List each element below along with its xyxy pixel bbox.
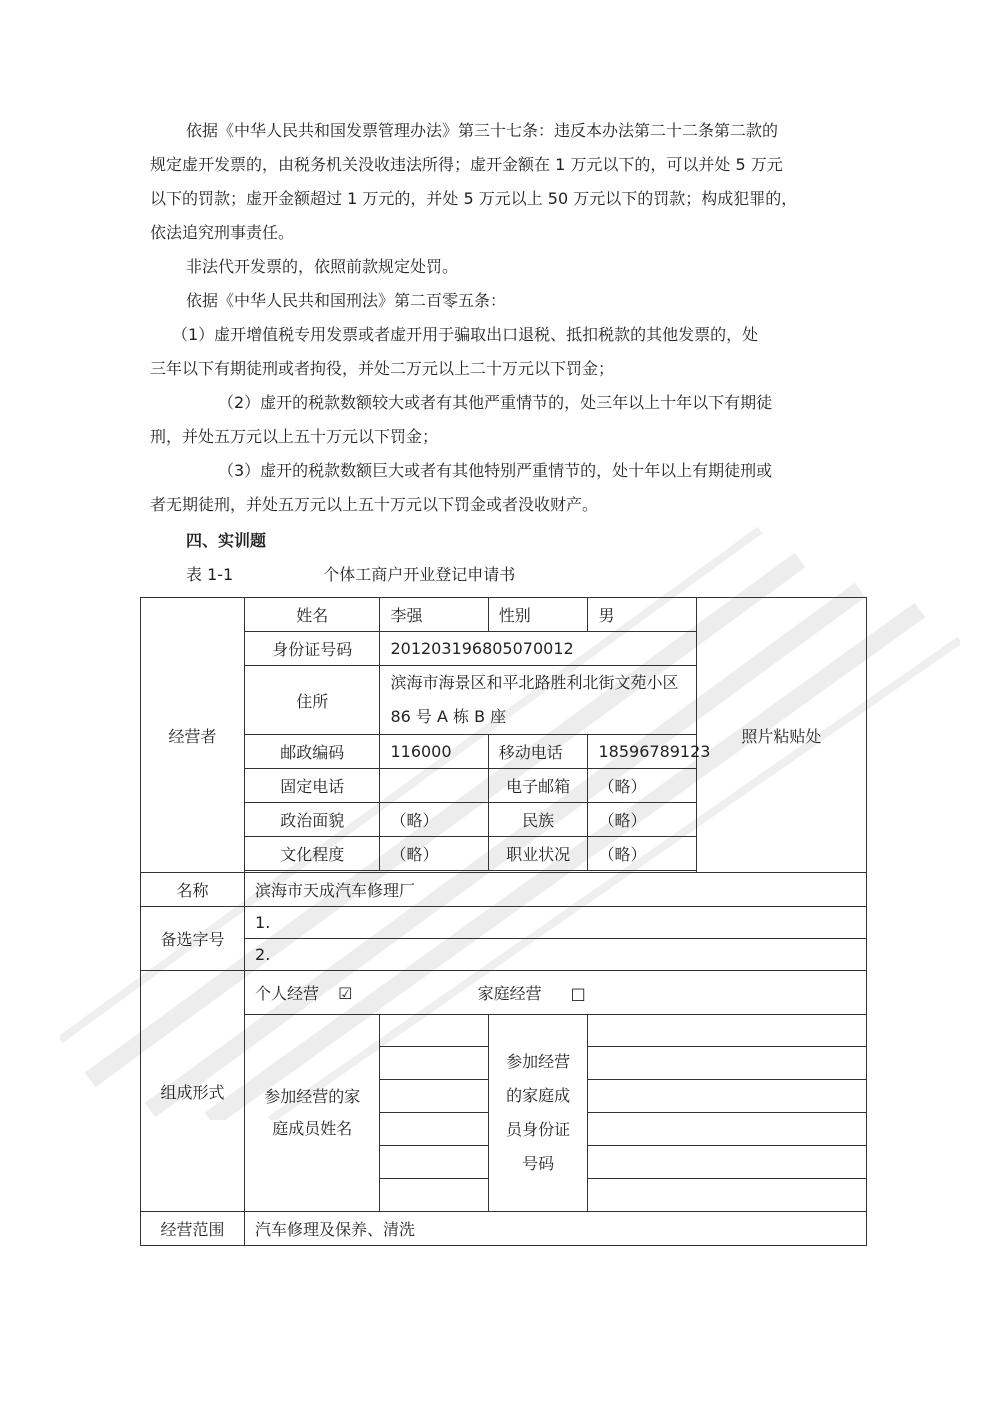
- phone-label: 固定电话: [245, 769, 380, 803]
- alt-name-label: 备选字号: [141, 907, 245, 971]
- address-value: [380, 666, 696, 735]
- member-id-cell[interactable]: [588, 1015, 867, 1047]
- family-ids-label-2: 的家庭成: [506, 1086, 571, 1105]
- table-caption: [186, 560, 515, 590]
- p2-line: 非法代开发票的，依照前款规定处罚。: [186, 257, 459, 276]
- id-label: 身份证号码: [245, 632, 380, 666]
- mobile-label: 移动电话: [488, 735, 588, 769]
- education-label: 文化程度: [245, 837, 380, 871]
- member-id-cell[interactable]: [588, 1047, 867, 1080]
- education-value: （略）: [380, 837, 488, 871]
- family-members-label: [245, 1015, 380, 1212]
- scope-label: 经营范围: [141, 1212, 245, 1246]
- family-checkbox[interactable]: □: [570, 984, 586, 1003]
- address-label: 住所: [245, 666, 380, 735]
- member-name-cell[interactable]: [380, 1047, 488, 1080]
- item1-line-2: 三年以下有期徒刑或者拘役，并处二万元以上二十万元以下罚金；: [150, 359, 615, 378]
- p1-line-3: 以下的罚款；虚开金额超过 1 万元的，并处 5 万元以上 50 万元以下的罚款；构成犯罪的，: [150, 189, 798, 208]
- id-value: 201203196805070012: [380, 632, 696, 666]
- item3-line-1: （3）虚开的税款数额巨大或者有其他特别严重情节的，处十年以上有期徒刑或: [218, 461, 773, 480]
- item1-line-1: （1）虚开增值税专用发票或者虚开用于骗取出口退税、抵扣税款的其他发票的，处: [172, 325, 759, 344]
- email-label: 电子邮箱: [488, 769, 588, 803]
- individual-checkbox[interactable]: ☑: [338, 984, 353, 1003]
- family-members-label-2: 庭成员姓名: [272, 1119, 353, 1138]
- business-name-value: 滨海市天成汽车修理厂: [245, 873, 867, 907]
- p1-line-1: 依据《中华人民共和国发票管理办法》第三十七条：违反本办法第二十二条第二款的: [186, 121, 779, 140]
- table-number: 表 1-1: [186, 565, 234, 584]
- item2-line-2: 刑，并处五万元以上五十万元以下罚金；: [150, 427, 439, 446]
- member-id-cell[interactable]: [588, 1080, 867, 1113]
- postcode-label: 邮政编码: [245, 735, 380, 769]
- operator-label: 经营者: [141, 598, 245, 873]
- alt-name-1: 1.: [245, 907, 867, 939]
- address-line-2: 86 号 A 栋 B 座: [390, 707, 507, 726]
- phone-value: [380, 769, 488, 803]
- family-label: 家庭经营: [477, 984, 542, 1003]
- composition-options: [245, 971, 867, 1015]
- member-name-cell[interactable]: [380, 1113, 488, 1146]
- family-members-label-1: 参加经营的家: [264, 1087, 361, 1106]
- p1-line-4: 依法追究刑事责任。: [150, 223, 295, 242]
- p1-line-2: 规定虚开发票的，由税务机关没收违法所得；虚开金额在 1 万元以下的，可以并处 5 万元: [150, 155, 783, 174]
- political-value: （略）: [380, 803, 488, 837]
- mobile-value: 18596789123: [588, 735, 696, 769]
- item3-line-2: 者无期徒刑，并处五万元以上五十万元以下罚金或者没收财产。: [150, 495, 599, 514]
- alt-name-2: 2.: [245, 939, 867, 971]
- table-title: 个体工商户开业登记申请书: [323, 565, 516, 584]
- job-label: 职业状况: [488, 837, 588, 871]
- email-value: （略）: [588, 769, 696, 803]
- name-value: 李强: [380, 598, 488, 632]
- scope-value: 汽车修理及保养、清洗: [245, 1212, 867, 1246]
- body-paragraphs: [150, 114, 850, 522]
- item2-line-1: （2）虚开的税款数额较大或者有其他严重情节的，处三年以上十年以下有期徒: [218, 393, 773, 412]
- postcode-value: 116000: [380, 735, 488, 769]
- p3-line: 依据《中华人民共和国刑法》第二百零五条：: [186, 291, 507, 310]
- member-name-cell[interactable]: [380, 1015, 488, 1047]
- member-id-cell[interactable]: [588, 1146, 867, 1179]
- member-id-cell[interactable]: [588, 1113, 867, 1146]
- section-heading: 四、实训题: [186, 531, 267, 550]
- address-line-1: 滨海市海景区和平北路胜利北街文苑小区: [390, 673, 679, 692]
- gender-label: 性别: [488, 598, 588, 632]
- photo-placeholder: 照片粘贴处: [696, 598, 866, 873]
- member-name-cell[interactable]: [380, 1146, 488, 1179]
- business-name-label: 名称: [141, 873, 245, 907]
- member-id-cell[interactable]: [588, 1179, 867, 1212]
- family-ids-label-1: 参加经营: [506, 1052, 571, 1071]
- political-label: 政治面貌: [245, 803, 380, 837]
- gender-value: 男: [588, 598, 696, 632]
- family-ids-label: [488, 1015, 588, 1212]
- registration-form-table: [140, 597, 867, 1246]
- family-ids-label-3: 员身份证: [506, 1120, 571, 1139]
- member-name-cell[interactable]: [380, 1179, 488, 1212]
- composition-label: 组成形式: [141, 971, 245, 1212]
- family-ids-label-4: 号码: [522, 1154, 555, 1173]
- individual-label: 个人经营: [255, 984, 320, 1003]
- member-name-cell[interactable]: [380, 1080, 488, 1113]
- ethnic-label: 民族: [488, 803, 588, 837]
- name-label: 姓名: [245, 598, 380, 632]
- job-value: （略）: [588, 837, 696, 871]
- ethnic-value: （略）: [588, 803, 696, 837]
